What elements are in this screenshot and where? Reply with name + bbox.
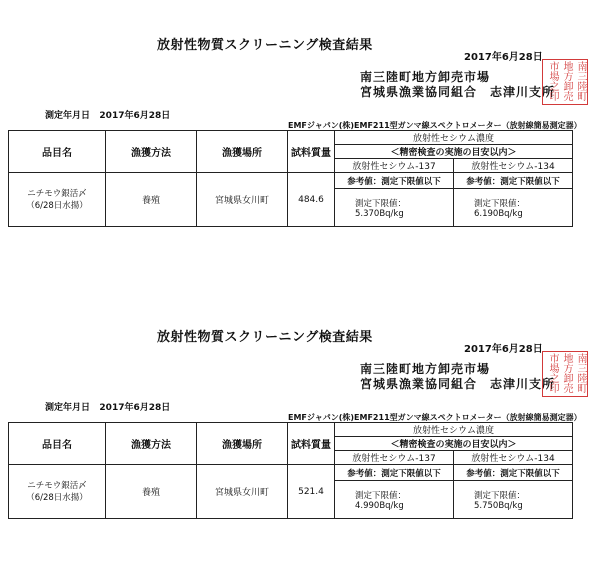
- cell-place: 宮城県女川町: [197, 173, 288, 227]
- header-cs137: 放射性セシウム-137: [335, 451, 454, 465]
- cell-limit-cs137: 測定下限値：4.990Bq/kg: [335, 481, 454, 519]
- official-seal: 南三陸町 地方卸売 市場之印: [542, 59, 588, 105]
- header-cs134: 放射性セシウム-134: [454, 159, 573, 173]
- measurement-date: [45, 400, 170, 413]
- cell-method: 養殖: [106, 173, 197, 227]
- cell-place: 宮城県女川町: [197, 465, 288, 519]
- organization-coop: 宮城県漁業協同組合 志津川支所: [360, 377, 556, 391]
- header-note: ＜精密検査の実施の目安以内＞: [335, 145, 573, 159]
- cell-limit-cs137: 測定下限値：5.370Bq/kg: [335, 189, 454, 227]
- cell-ref-cs137: 参考値：測定下限値以下: [335, 173, 454, 189]
- results-table: [8, 130, 573, 227]
- cell-ref-cs134: 参考値：測定下限値以下: [454, 173, 573, 189]
- header-method: 漁獲方法: [106, 131, 197, 173]
- cell-ref-cs134: 参考値：測定下限値以下: [454, 465, 573, 481]
- measurement-date-label: 測定年月日: [45, 111, 91, 121]
- header-mass: 試料質量: [288, 131, 335, 173]
- item-name: ニチモウ銀活〆: [27, 188, 87, 199]
- results-table: [8, 422, 573, 519]
- cell-mass: 521.4: [288, 465, 335, 519]
- report-1: [0, 0, 595, 270]
- organization-market: 南三陸町地方卸売市場: [360, 362, 491, 376]
- measurement-date-value: 2017年6月28日: [99, 111, 171, 121]
- header-cs134: 放射性セシウム-134: [454, 451, 573, 465]
- report-date: 2017年6月28日: [464, 52, 543, 63]
- header-place: 漁獲場所: [197, 131, 288, 173]
- cell-ref-cs137: 参考値：測定下限値以下: [335, 465, 454, 481]
- header-item: 品目名: [9, 423, 106, 465]
- organization-coop: 宮城県漁業協同組合 志津川支所: [360, 85, 556, 99]
- measurement-date-value: 2017年6月28日: [99, 403, 171, 413]
- item-name: ニチモウ銀活〆: [27, 480, 87, 491]
- item-landing-date: （6/28日水揚）: [26, 200, 88, 211]
- measurement-date-label: 測定年月日: [45, 403, 91, 413]
- cell-limit-cs134: 測定下限値：6.190Bq/kg: [454, 189, 573, 227]
- official-seal: 南三陸町 地方卸売 市場之印: [542, 351, 588, 397]
- organization-market: 南三陸町地方卸売市場: [360, 70, 491, 84]
- report-2: [0, 292, 595, 562]
- item-landing-date: （6/28日水揚）: [26, 492, 88, 503]
- header-mass: 試料質量: [288, 423, 335, 465]
- header-method: 漁獲方法: [106, 423, 197, 465]
- cell-item: [9, 465, 106, 519]
- header-cesium: 放射性セシウム濃度: [335, 423, 573, 437]
- header-item: 品目名: [9, 131, 106, 173]
- report-date: 2017年6月28日: [464, 344, 543, 355]
- header-cs137: 放射性セシウム-137: [335, 159, 454, 173]
- header-note: ＜精密検査の実施の目安以内＞: [335, 437, 573, 451]
- cell-item: [9, 173, 106, 227]
- cell-mass: 484.6: [288, 173, 335, 227]
- device-name: EMFジャパン(株)EMF211型ガンマ線スペクトロメーター（放射線簡易測定器）: [288, 413, 582, 422]
- device-name: EMFジャパン(株)EMF211型ガンマ線スペクトロメーター（放射線簡易測定器）: [288, 121, 582, 130]
- cell-limit-cs134: 測定下限値：5.750Bq/kg: [454, 481, 573, 519]
- report-title: 放射性物質スクリーニング検査結果: [157, 330, 373, 345]
- report-title: 放射性物質スクリーニング検査結果: [157, 38, 373, 53]
- measurement-date: [45, 108, 170, 121]
- header-place: 漁獲場所: [197, 423, 288, 465]
- cell-method: 養殖: [106, 465, 197, 519]
- header-cesium: 放射性セシウム濃度: [335, 131, 573, 145]
